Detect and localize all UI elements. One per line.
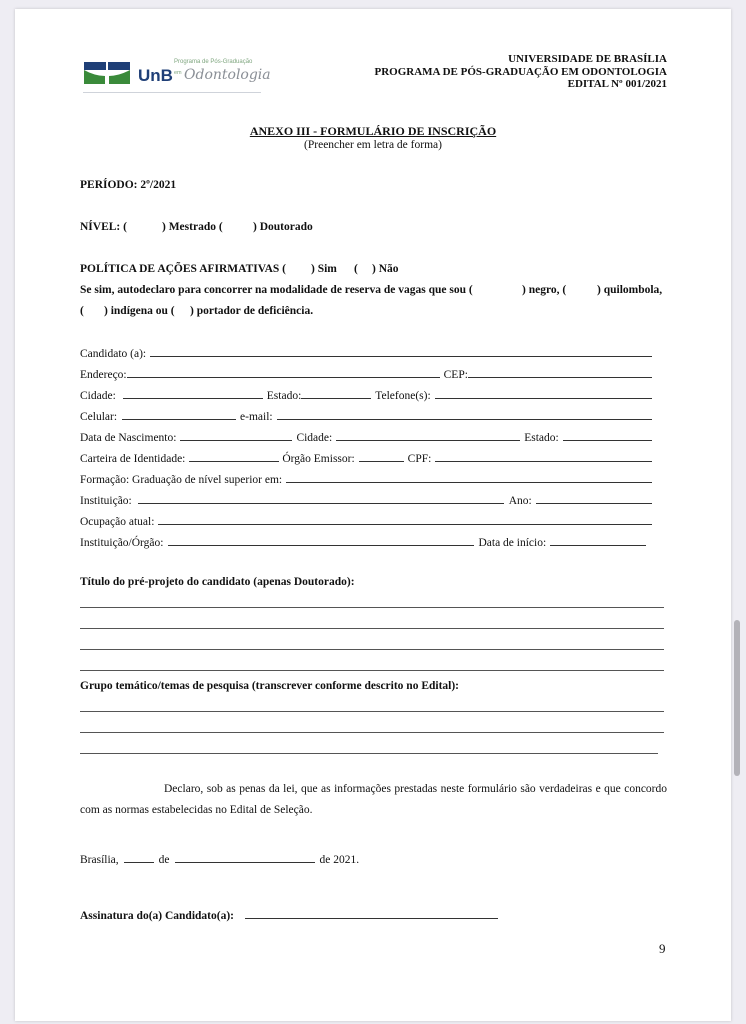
cep-field[interactable] bbox=[468, 377, 652, 378]
instituicao-field[interactable] bbox=[138, 503, 504, 504]
formacao-row bbox=[80, 470, 652, 486]
telefone-field[interactable] bbox=[435, 398, 652, 399]
instituicao-orgao-field[interactable] bbox=[168, 545, 474, 546]
estado-label: Estado: bbox=[266, 390, 302, 402]
endereco-field[interactable] bbox=[127, 377, 440, 378]
periodo-label: PERÍODO: 2º/2021 bbox=[80, 179, 177, 191]
data-local-row bbox=[80, 850, 380, 866]
titulo-projeto-line[interactable] bbox=[80, 649, 664, 650]
cidade-row bbox=[80, 386, 652, 402]
ano-2021-label: de 2021. bbox=[319, 854, 360, 866]
titulo-projeto-line[interactable] bbox=[80, 628, 664, 629]
header-edital: EDITAL Nº 001/2021 bbox=[567, 78, 667, 90]
cidade-field[interactable] bbox=[123, 398, 263, 399]
declaracao-paragraph: Declaro, sob as penas da lei, que as informações prestadas neste formulário são verdadeiras e que concordo com as normas estabelecidas no Edital de Seleção. bbox=[80, 783, 667, 816]
deficiencia-option[interactable]: ) portador de deficiência. bbox=[190, 305, 314, 317]
candidato-field[interactable] bbox=[150, 356, 652, 357]
ocupacao-row bbox=[80, 512, 652, 528]
unb-wordmark: UnB bbox=[138, 66, 173, 85]
indigena-option[interactable]: ) indígena ou ( bbox=[104, 305, 175, 317]
cpf-label: CPF: bbox=[407, 453, 432, 465]
ocupacao-field[interactable] bbox=[158, 524, 652, 525]
logo-odontologia-script: Odontologia bbox=[184, 67, 271, 83]
cidade-label: Cidade: bbox=[80, 390, 116, 402]
nivel-doutorado-option[interactable]: ) Doutorado bbox=[253, 221, 313, 233]
celular-field[interactable] bbox=[122, 419, 236, 420]
grupo-tematico-line[interactable] bbox=[80, 711, 664, 712]
quilombola-option[interactable]: ) quilombola, bbox=[597, 284, 663, 296]
de-label: de bbox=[158, 854, 170, 866]
logo-program-text: Programa de Pós-Graduação bbox=[174, 59, 253, 65]
nasc-cidade-field[interactable] bbox=[336, 440, 520, 441]
header-program: PROGRAMA DE PÓS-GRADUAÇÃO EM ODONTOLOGIA bbox=[374, 65, 667, 78]
mes-field[interactable] bbox=[175, 862, 315, 863]
nascimento-field[interactable] bbox=[180, 440, 292, 441]
autodeclaro-text: Se sim, autodeclaro para concorrer na modalidade de reserva de vagas que sou ( bbox=[80, 284, 473, 296]
assinatura-label: Assinatura do(a) Candidato(a): bbox=[80, 910, 234, 922]
celular-label: Celular: bbox=[80, 411, 118, 423]
cpf-field[interactable] bbox=[435, 461, 652, 462]
nasc-estado-field[interactable] bbox=[563, 440, 652, 441]
unb-logo bbox=[70, 58, 270, 92]
dia-field[interactable] bbox=[124, 862, 154, 863]
nascimento-row bbox=[80, 428, 652, 444]
logo-underline bbox=[83, 92, 261, 93]
page-number: 9 bbox=[659, 941, 666, 956]
candidato-row bbox=[80, 344, 652, 360]
nasc-estado-label: Estado: bbox=[524, 432, 559, 444]
identidade-row bbox=[80, 449, 652, 465]
nasc-cidade-label: Cidade: bbox=[296, 432, 333, 444]
politica-paren: ( bbox=[354, 263, 358, 275]
document-header bbox=[374, 53, 667, 91]
instituicao-label: Instituição: bbox=[80, 495, 132, 507]
form-subtitle: (Preencher em letra de forma) bbox=[304, 139, 442, 151]
cep-label: CEP: bbox=[443, 369, 468, 381]
header-university: UNIVERSIDADE DE BRASÍLIA bbox=[508, 53, 667, 65]
assinatura-field[interactable] bbox=[245, 918, 498, 919]
ano-field[interactable] bbox=[536, 503, 652, 504]
assinatura-row bbox=[80, 906, 498, 922]
endereco-row bbox=[80, 365, 652, 381]
indigena-paren: ( bbox=[80, 305, 84, 317]
email-label: e-mail: bbox=[240, 411, 273, 423]
politica-sim-option[interactable]: ) Sim bbox=[311, 263, 337, 275]
politica-label: POLÍTICA DE AÇÕES AFIRMATIVAS ( bbox=[80, 263, 286, 275]
endereco-label: Endereço: bbox=[80, 369, 127, 381]
titulo-projeto-line[interactable] bbox=[80, 607, 664, 608]
politica-nao-option[interactable]: ) Não bbox=[372, 263, 399, 275]
celular-row bbox=[80, 407, 652, 423]
ano-label: Ano: bbox=[508, 495, 532, 507]
candidato-label: Candidato (a): bbox=[80, 348, 147, 360]
instituicao-orgao-row bbox=[80, 533, 646, 549]
titulo-projeto-label: Título do pré-projeto do candidato (apenas Doutorado): bbox=[80, 576, 355, 588]
orgao-emissor-label: Órgão Emissor: bbox=[282, 453, 355, 465]
grupo-tematico-label: Grupo temático/temas de pesquisa (transcrever conforme descrito no Edital): bbox=[80, 680, 460, 692]
ocupacao-label: Ocupação atual: bbox=[80, 516, 155, 528]
telefone-label: Telefone(s): bbox=[375, 390, 431, 402]
instituicao-orgao-label: Instituição/Órgão: bbox=[80, 537, 164, 549]
orgao-emissor-field[interactable] bbox=[359, 461, 404, 462]
email-field[interactable] bbox=[277, 419, 652, 420]
negro-option[interactable]: ) negro, ( bbox=[522, 284, 567, 296]
vertical-scrollbar[interactable] bbox=[734, 620, 740, 776]
identidade-field[interactable] bbox=[189, 461, 279, 462]
data-inicio-field[interactable] bbox=[550, 545, 646, 546]
nascimento-label: Data de Nascimento: bbox=[80, 432, 177, 444]
grupo-tematico-line[interactable] bbox=[80, 732, 664, 733]
formacao-field[interactable] bbox=[286, 482, 652, 483]
data-inicio-label: Data de início: bbox=[478, 537, 547, 549]
estado-field[interactable] bbox=[301, 398, 371, 399]
titulo-projeto-line[interactable] bbox=[80, 670, 664, 671]
logo-em-text: em bbox=[174, 70, 182, 76]
instituicao-row bbox=[80, 491, 652, 507]
declaracao-text bbox=[80, 779, 667, 821]
nivel-label: NÍVEL: ( bbox=[80, 221, 127, 233]
nivel-mestrado-option[interactable]: ) Mestrado ( bbox=[162, 221, 223, 233]
form-title: ANEXO III - FORMULÁRIO DE INSCRIÇÃO bbox=[249, 124, 497, 138]
cidade-brasilia-label: Brasília, bbox=[80, 854, 119, 866]
identidade-label: Carteira de Identidade: bbox=[80, 453, 186, 465]
grupo-tematico-line[interactable] bbox=[80, 753, 658, 754]
formacao-label: Formação: Graduação de nível superior em: bbox=[80, 474, 283, 486]
